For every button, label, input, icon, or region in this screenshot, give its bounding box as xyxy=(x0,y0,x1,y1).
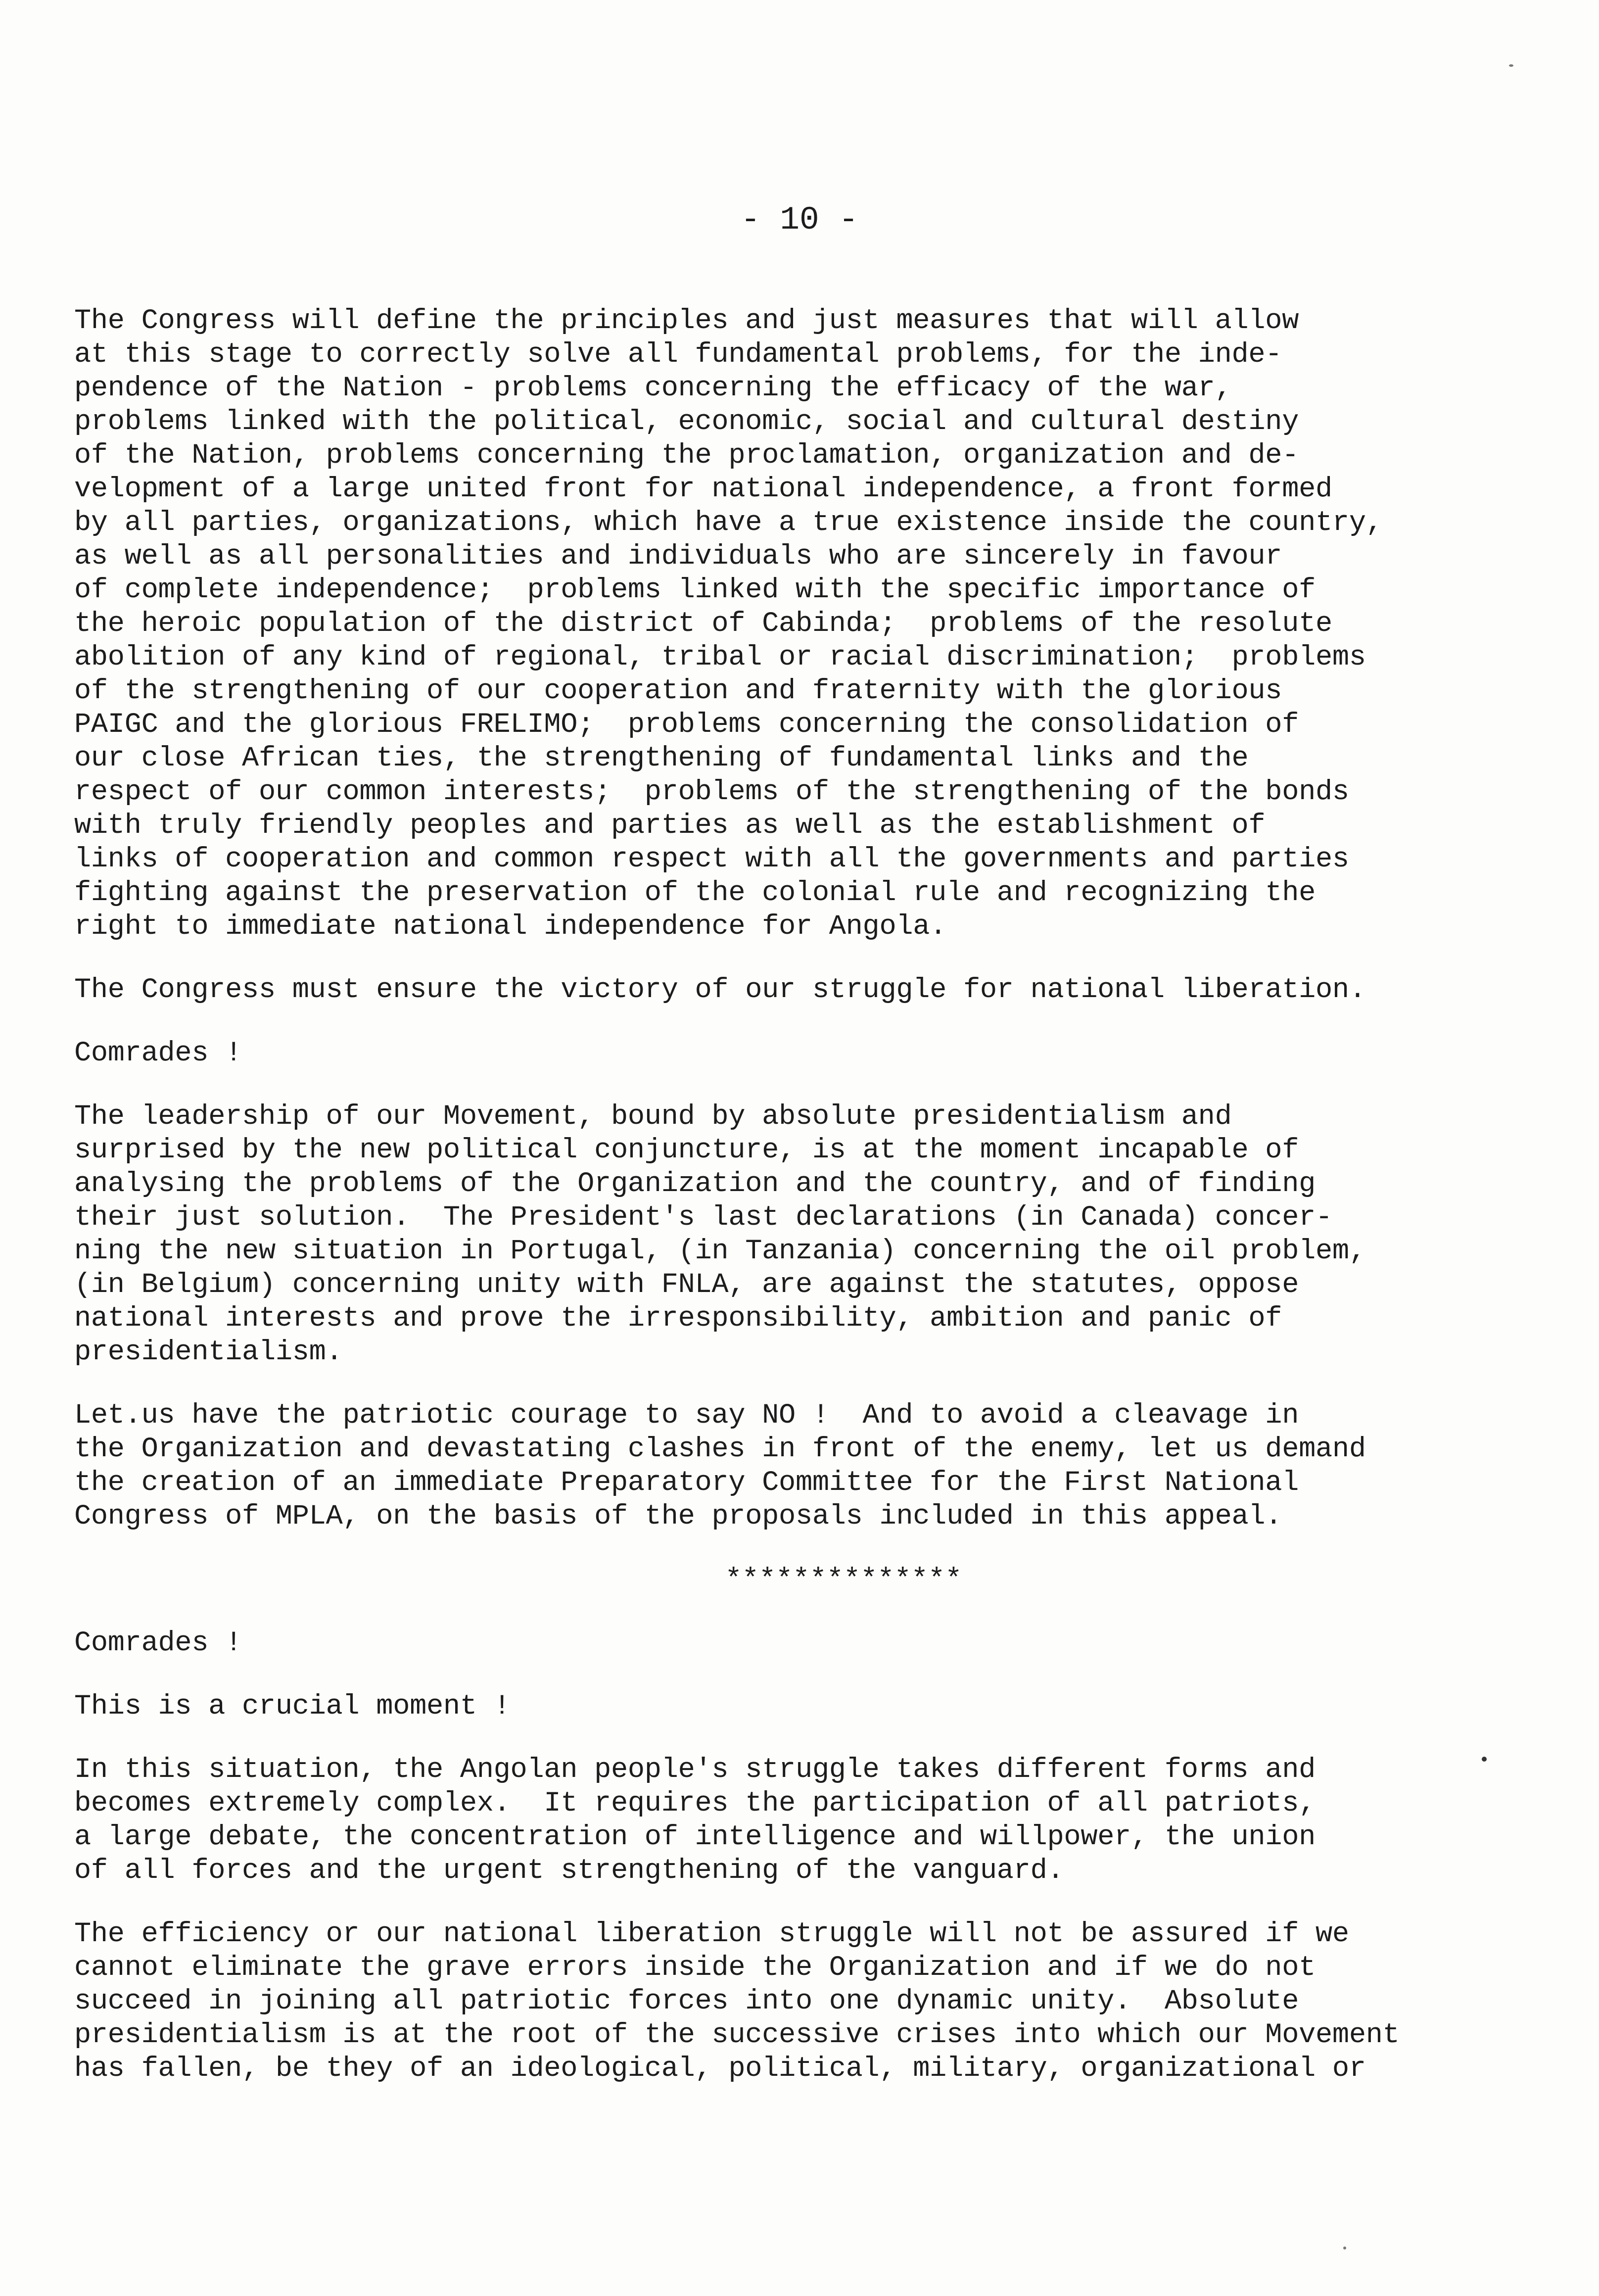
salutation-comrades: Comrades ! xyxy=(74,1038,242,1069)
scan-speck xyxy=(1509,64,1513,67)
page-number: - 10 - xyxy=(741,201,858,239)
paragraph-congress-principles: The Congress will define the principles and just measures that will allow at this stage to correctly solve all fundamental problems, for the inde- pendence of the Nation - problems concerning the efficacy of the war, problems linked with the political, economic, social and cultural destiny of the Nation, problems concerning the proclamation, organization and de- velopment of a large united front for national independence, a front formed by all parties, organizations, which have a true existence inside the country, as well as all personalities and individuals who are sincerely in favour of complete independence; problems linked with the specific importance of the heroic population of the district of Cabinda; problems of the resolute abolition of any kind of regional, tribal or racial discrimination; problems of the strengthening of our cooperation and fraternity with the glorious PAIGC and the glorious FRELIMO; problems concerning the consolidation of our close African ties, the strengthening of fundamental links and the respect of our common interests; problems of the strengthening of the bonds with truly friendly peoples and parties as well as the establishment of links of cooperation and common respect with all the governments and parties fighting against the preservation of the colonial rule and recognizing the right to immediate national independence for Angola. xyxy=(74,305,1383,943)
scan-speck xyxy=(1343,2247,1346,2249)
document-body xyxy=(74,304,1450,2115)
paragraph-struggle-forms: In this situation, the Angolan people's struggle takes different forms and becomes extremely complex. It requires the participation of all patriots, a large debate, the concentration of intelligence and willpower, the union of all forces and the urgent strengthening of the vanguard. xyxy=(74,1754,1316,1887)
paragraph-call-to-action: Let.us have the patriotic courage to say NO ! And to avoid a cleavage in the Organization and devastating clashes in front of the enemy, let us demand the creation of an immediate Preparatory Committee for the First National Congress of MPLA, on the basis of the proposals included in this appeal. xyxy=(74,1400,1366,1532)
paragraph-leadership-criticism: The leadership of our Movement, bound by absolute presidentialism and surprised by the new political conjuncture, is at the moment incapable of analysing the problems of the Organization and the country, and of finding their just solution. The President's last declarations (in Canada) concer- ning the new situation in Portugal, (in Tanzania) concerning the oil problem, (in Belgium) concerning unity with FNLA, are against the statutes, oppose national interests and prove the irresponsibility, ambition and panic of presidentialism. xyxy=(74,1101,1366,1368)
section-separator: ************** xyxy=(725,1564,962,1596)
scan-speck xyxy=(1482,1757,1487,1762)
paragraph-congress-victory: The Congress must ensure the victory of our struggle for national liberation. xyxy=(74,974,1366,1006)
paragraph-crucial-moment: This is a crucial moment ! xyxy=(74,1691,511,1722)
paragraph-efficiency: The efficiency or our national liberation struggle will not be assured if we cannot eliminate the grave errors inside the Organization and if we do not succeed in joining all patriotic forces into one dynamic unity. Absolute presidentialism is at the root of the successive crises into which our Movement has fallen, be they of an ideological, political, military, organizational or xyxy=(74,1918,1400,2085)
salutation-comrades-second: Comrades ! xyxy=(74,1627,242,1659)
